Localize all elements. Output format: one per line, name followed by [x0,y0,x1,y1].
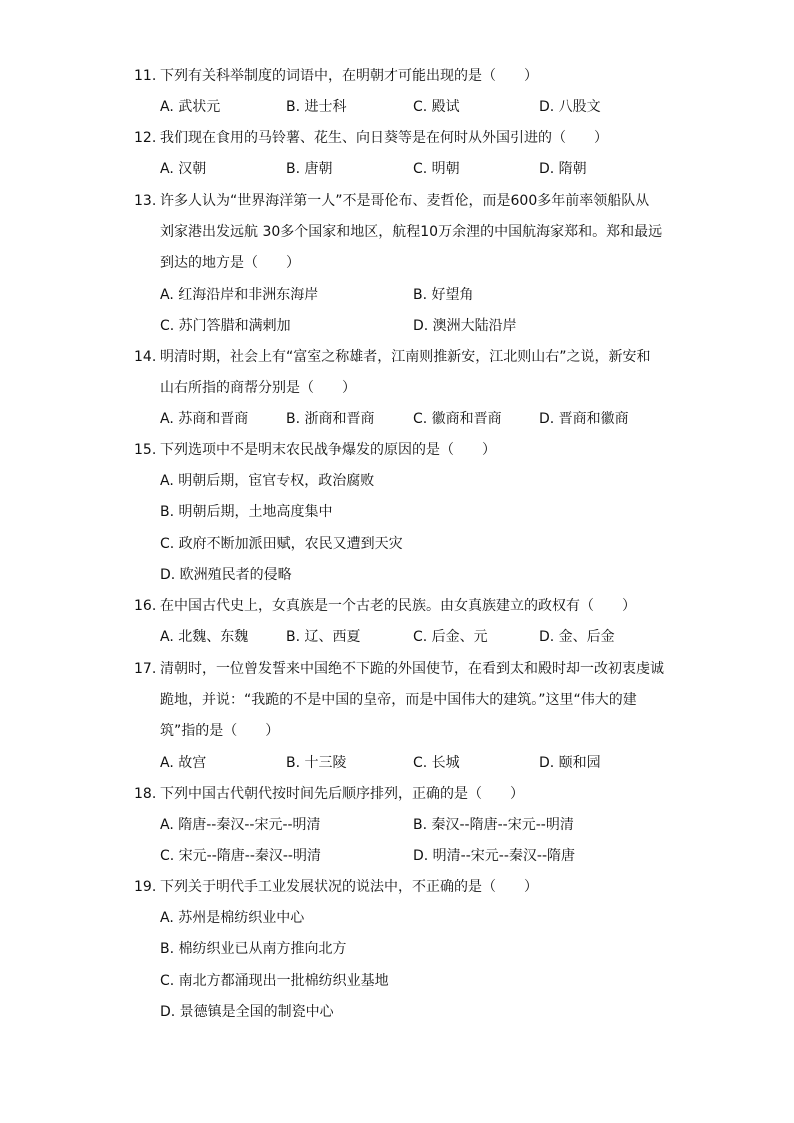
option-a[interactable]: A. 武状元 [160,99,221,115]
question-stem: 许多人认为“世界海洋第一人”不是哥伦布、麦哲伦，而是600多年前率领船队从 [160,193,650,209]
option-c[interactable]: C. 明朝 [413,161,460,177]
option-a[interactable]: A. 隋唐--秦汉--宋元--明清 [160,817,321,833]
question-stem: 下列有关科举制度的词语中，在明朝才可能出现的是（ ） [160,68,538,84]
question-stem: 我们现在食用的马铃薯、花生、向日葵等是在何时从外国引进的（ ） [160,130,608,146]
question-number: 19. [134,879,157,895]
question-stem-cont: 山右所指的商帮分别是（ ） [160,380,356,396]
question-number: 16. [134,598,157,614]
option-c[interactable]: C. 苏门答腊和满剌加 [160,318,291,334]
option-d[interactable]: D. 澳洲大陆沿岸 [413,318,517,334]
question-stem: 明清时期，社会上有“富室之称雄者，江南则推新安，江北则山右”之说，新安和 [160,349,651,365]
option-c[interactable]: C. 政府不断加派田赋，农民又遭到天灾 [160,536,403,552]
option-d[interactable]: D. 八股文 [539,99,601,115]
option-d[interactable]: D. 金、后金 [539,629,615,645]
option-b[interactable]: B. 棉纺织业已从南方推向北方 [160,941,347,957]
option-c[interactable]: C. 长城 [413,755,460,771]
option-c[interactable]: C. 南北方都涌现出一批棉纺织业基地 [160,973,389,989]
question-stem-cont: 刘家港出发远航 30多个国家和地区，航程10万余浬的中国航海家郑和。郑和最远 [160,224,663,240]
option-b[interactable]: B. 进士科 [286,99,347,115]
option-b[interactable]: B. 十三陵 [286,755,347,771]
option-d[interactable]: D. 欧洲殖民者的侵略 [160,567,292,583]
question-stem: 下列关于明代手工业发展状况的说法中，不正确的是（ ） [160,879,538,895]
question-stem: 下列中国古代朝代按时间先后顺序排列，正确的是（ ） [160,786,524,802]
question-number: 15. [134,442,157,458]
question-stem-cont: 到达的地方是（ ） [160,255,300,271]
option-b[interactable]: B. 唐朝 [286,161,333,177]
option-d[interactable]: D. 隋朝 [539,161,587,177]
option-b[interactable]: B. 好望角 [413,287,474,303]
option-a[interactable]: A. 北魏、东魏 [160,629,249,645]
question-stem: 清朝时，一位曾发誓来中国绝不下跪的外国使节，在看到太和殿时却一改初衷虔诚 [160,661,664,677]
option-a[interactable]: A. 明朝后期，宦官专权，政治腐败 [160,473,375,489]
question-number: 18. [134,786,157,802]
question-number: 12. [134,130,157,146]
option-a[interactable]: A. 故宫 [160,755,207,771]
option-a[interactable]: A. 红海沿岸和非洲东海岸 [160,287,319,303]
question-number: 14. [134,349,157,365]
option-d[interactable]: D. 明清--宋元--秦汉--隋唐 [413,848,575,864]
question-stem-cont: 跪地，并说：“我跪的不是中国的皇帝，而是中国伟大的建筑。”这里“伟大的建 [160,692,637,708]
option-c[interactable]: C. 宋元--隋唐--秦汉--明清 [160,848,321,864]
question-number: 11. [134,68,157,84]
option-a[interactable]: A. 苏州是棉纺织业中心 [160,910,305,926]
option-b[interactable]: B. 浙商和晋商 [286,411,375,427]
question-stem-cont: 筑”指的是（ ） [160,723,280,739]
option-c[interactable]: C. 殿试 [413,99,460,115]
option-b[interactable]: B. 辽、西夏 [286,629,361,645]
option-c[interactable]: C. 后金、元 [413,629,488,645]
question-number: 17. [134,661,157,677]
question-number: 13. [134,193,157,209]
option-c[interactable]: C. 徽商和晋商 [413,411,502,427]
option-d[interactable]: D. 晋商和徽商 [539,411,629,427]
option-b[interactable]: B. 秦汉--隋唐--宋元--明清 [413,817,574,833]
option-d[interactable]: D. 景德镇是全国的制瓷中心 [160,1004,334,1020]
option-a[interactable]: A. 汉朝 [160,161,207,177]
option-a[interactable]: A. 苏商和晋商 [160,411,249,427]
option-b[interactable]: B. 明朝后期，土地高度集中 [160,504,333,520]
question-stem: 下列选项中不是明末农民战争爆发的原因的是（ ） [160,442,496,458]
option-d[interactable]: D. 颐和园 [539,755,601,771]
question-stem: 在中国古代史上，女真族是一个古老的民族。由女真族建立的政权有（ ） [160,598,636,614]
